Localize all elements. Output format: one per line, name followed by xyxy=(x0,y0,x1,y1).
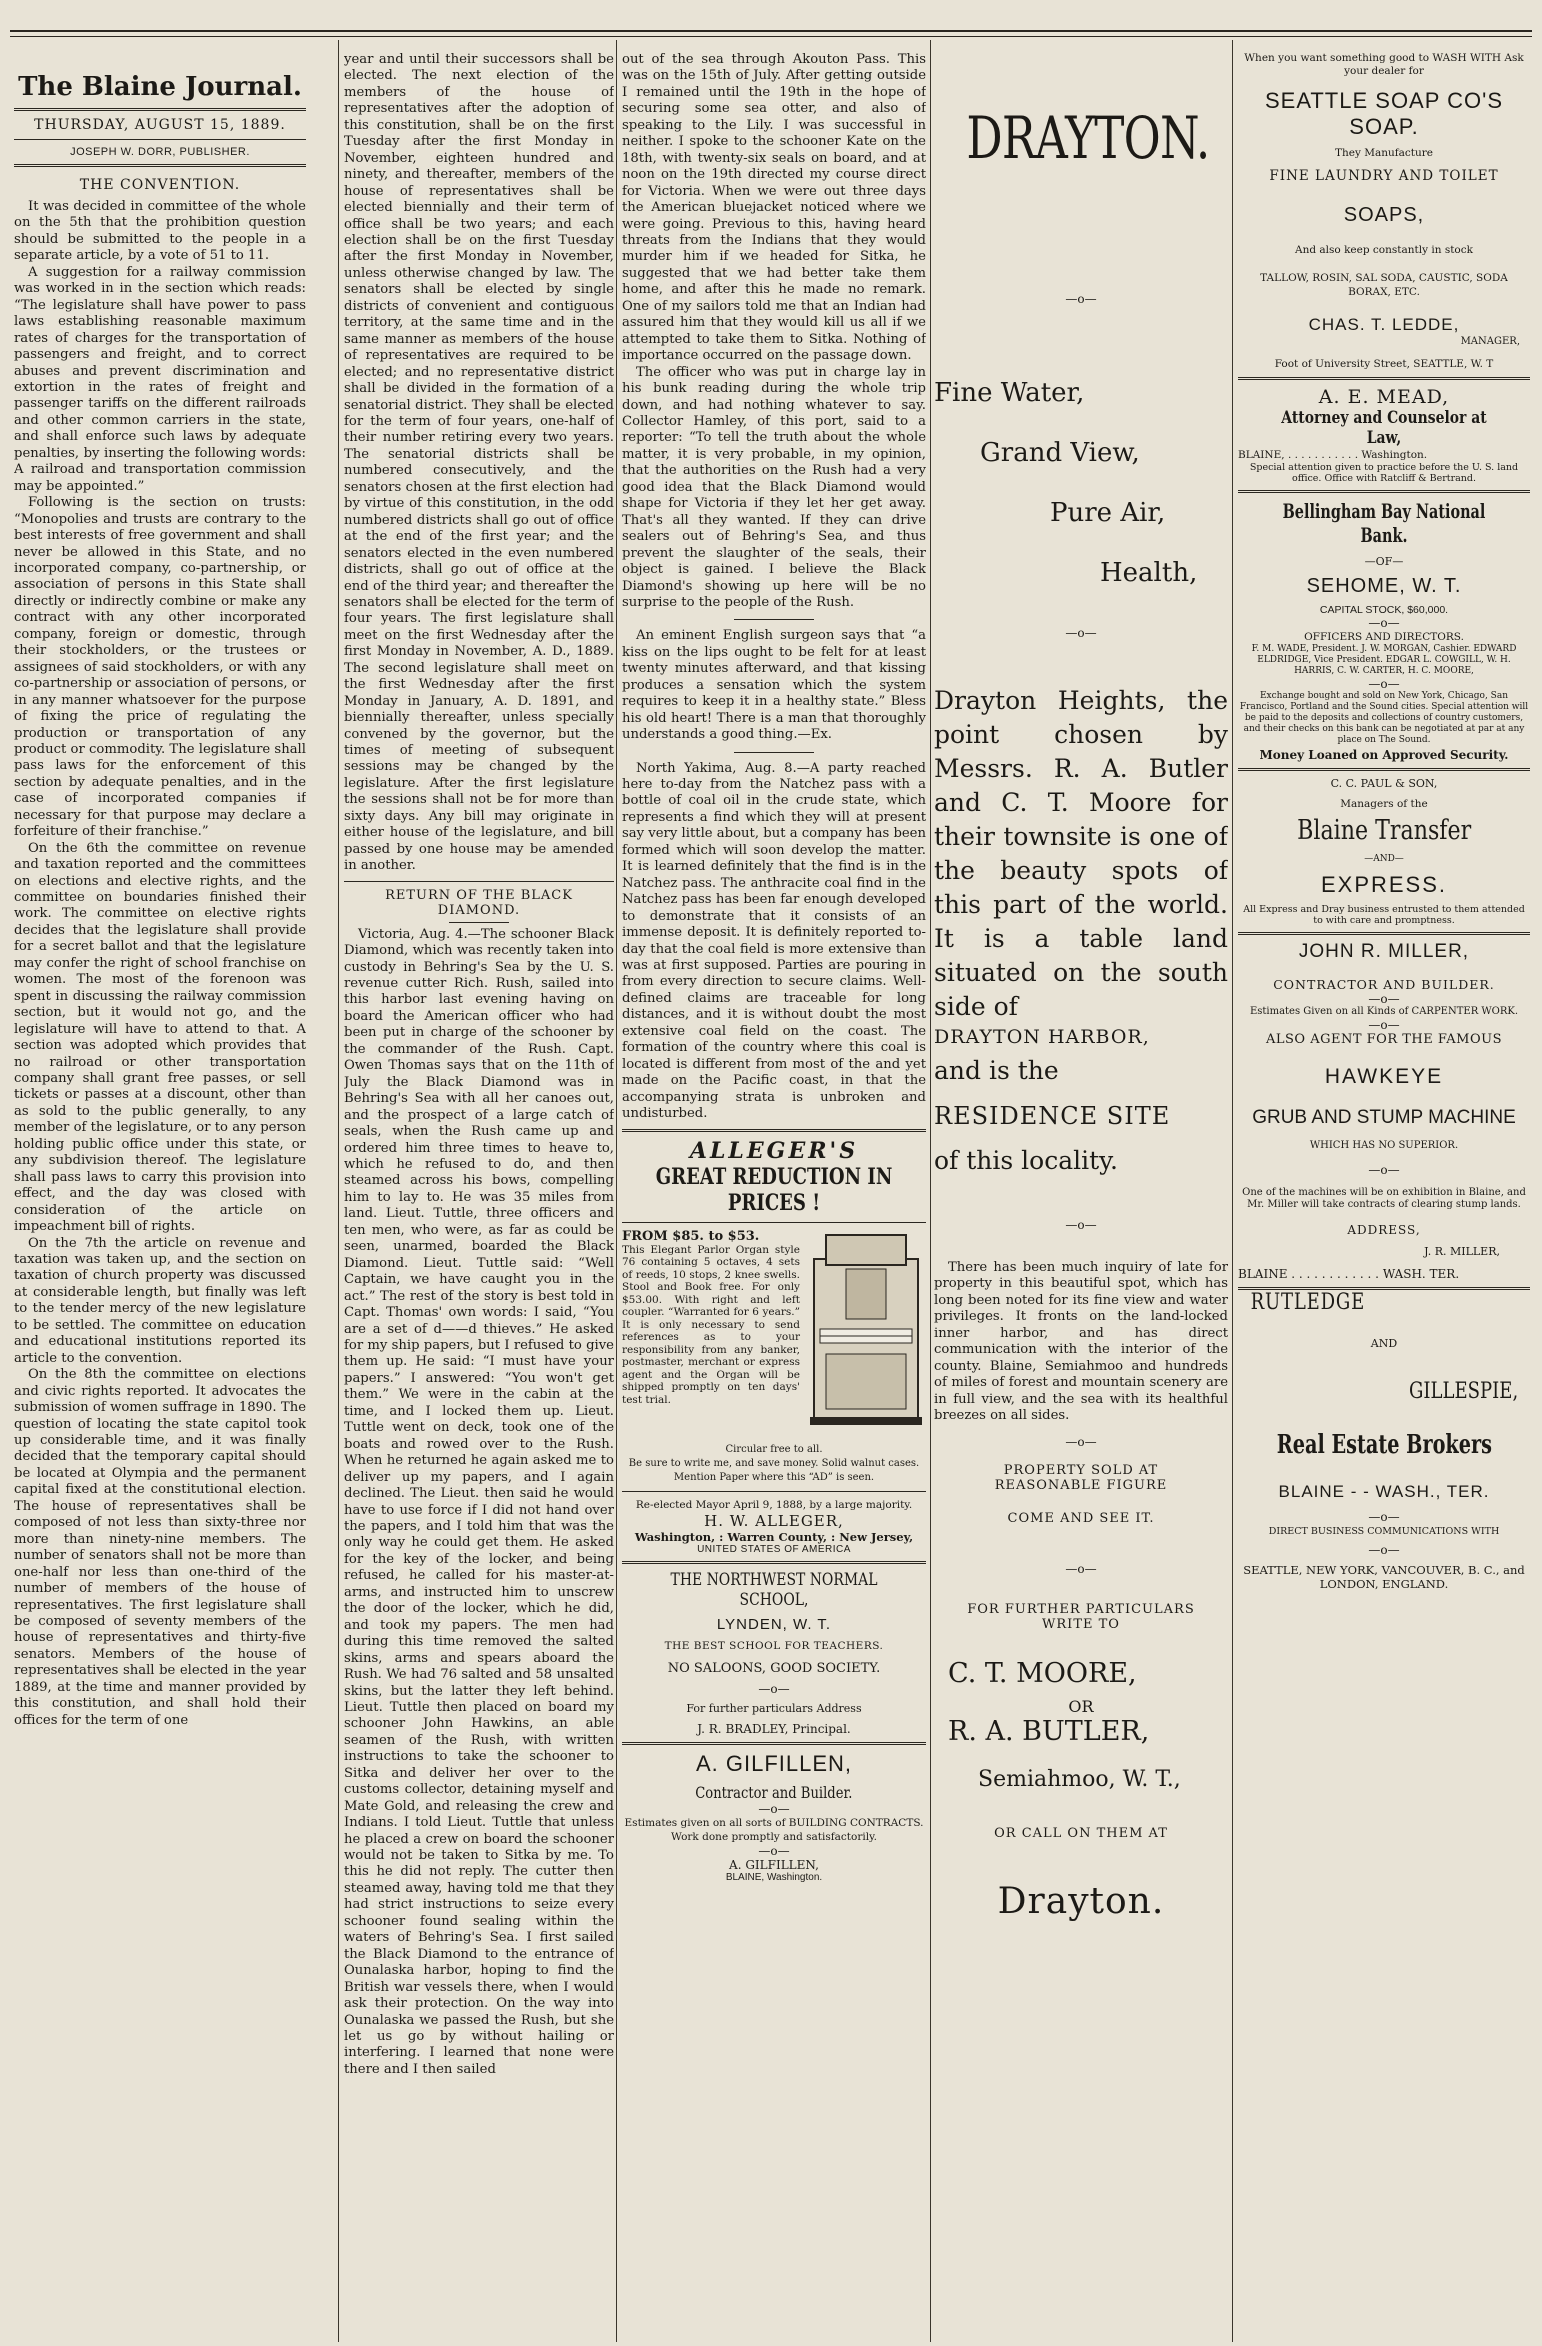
miller-agent: ALSO AGENT FOR THE FAMOUS xyxy=(1266,1032,1502,1047)
miller-trade: CONTRACTOR AND BUILDER. xyxy=(1273,977,1495,992)
normal-school-ad xyxy=(622,1561,926,1736)
transfer-and: —AND— xyxy=(1364,854,1404,864)
divider: —o— xyxy=(758,1843,790,1858)
drayton-come: COME AND SEE IT. xyxy=(1007,1510,1155,1526)
divider: —o— xyxy=(1368,1510,1400,1524)
bank-of: —OF— xyxy=(1364,555,1404,568)
drayton-title: DRAYTON. xyxy=(966,104,1210,172)
miller-signature: J. R. MILLER, xyxy=(1424,1245,1500,1258)
normal-school-addr: For further particulars Address xyxy=(686,1701,862,1715)
rutledge-name2: GILLESPIE, xyxy=(1408,1379,1519,1404)
bank-capital: CAPITAL STOCK, $60,000. xyxy=(1319,604,1449,616)
divider: —o— xyxy=(1065,1218,1097,1232)
article-paragraph: Following is the section on trusts: “Monopolies and trusts are contrary to the best interests of free government and shall never be allowed in this State, and no incorporated company, co-partnership, or association of persons in this State shall directly or indirectly combine or make any contract with any other incorporated company, foreign or domestic, through their stockholders, or the trustees or assignees of said stockholders, or with any co-partnership or association of persons, or in any manner whatsoever for the purpose of fixing the price of regulating the production or transportation of any product or commodity. The legislature shall pass laws for the enforcement of this section by adequate penalties, and in the case of incorporated companies if necessary for that purpose may declare a forfeiture of their franchise.” xyxy=(14,495,306,840)
divider: —o— xyxy=(1368,1163,1400,1177)
miller-hawkeye: HAWKEYE xyxy=(1324,1065,1444,1088)
drayton-call: OR CALL ON THEM AT xyxy=(994,1825,1168,1841)
miller-est: Estimates Given on all Kinds of CARPENTER WORK. xyxy=(1249,1006,1519,1017)
mead-title: Attorney and Counselor at Law, xyxy=(1281,408,1487,448)
article-paragraph: On the 6th the committee on revenue and taxation reported and the committees on elections and elective rights, and the committee on boundaries finished their work. The committee on elective rights decides that the legislature shall provide for a secret ballot and that the legislature may confer the right of school franchise on women. The most of the forenoon was spent in discussing the railway commission section, but it would not go, and the legislature will have to attend to that. A section was adopted which provides that no railroad or other transportation company shall grant free passes, or sell tickets or passes at a discount, other than as sold to the public generally, to any member of the legislature, or to any person holding public office under this state, or any subdivision thereof. The legislature shall pass laws to carry this provision into effect, and the day was closed with consideration of the article on impeachment bill of rights. xyxy=(14,840,306,1235)
gilfillen-ad xyxy=(622,1742,926,1883)
rule xyxy=(344,881,614,882)
bank-exchange: Exchange bought and sold on New York, Chicago, San Francisco, Portland and the Sound cities. Special attention will be paid to the deposits and collections of country customers, and their checks on this bank can be negotiated at par at any place on The Sound. xyxy=(1239,691,1529,745)
transfer-ad xyxy=(1238,768,1530,926)
bank-list: F. M. WADE, President. J. W. MORGAN, Cashier. EDWARD ELDRIDGE, Vice President. EDGAR L. COWGILL, W. H. HARRIS, C. W. CARTER, H. C. MOORE, xyxy=(1251,644,1517,676)
normal-school-title: THE NORTHWEST NORMAL SCHOOL, xyxy=(670,1569,878,1610)
transfer-name: Blaine Transfer xyxy=(1296,815,1472,846)
alleger-signature: H. W. ALLEGER, xyxy=(704,1511,844,1530)
feature-water: Fine Water, xyxy=(934,378,1085,408)
bank-officers: OFFICERS AND DIRECTORS. xyxy=(1304,631,1464,643)
column-rule xyxy=(616,40,617,2342)
divider: —o— xyxy=(1368,616,1400,630)
drayton-body: There has been much inquiry of late for property in this beautiful spot, which has long been noted for its fine view and water privileges. It fronts on the land-locked inner harbor, and has direct communication with the interior of the county. Blaine, Semiahmoo and hundreds of miles of forest and mountain scenery are in full view, and the sea with its healthful breezes on all sides. xyxy=(934,1260,1228,1424)
divider: —o— xyxy=(758,1801,790,1816)
alleger-circular: Circular free to all. xyxy=(725,1443,823,1455)
top-rule-thin xyxy=(10,36,1532,37)
alleger-body: This Elegant Parlor Organ style 76 containing 5 octaves, 4 sets of reeds, 10 stops, 2 knee swells. Stool and Book free. For only $53.00. With right and left coupler. “Warranted for 6 years.” It is only necessary to send references as to your responsibility from any banker, postmaster, merchant or express agent and the Organ will be shipped promptly on ten days' test trial. xyxy=(622,1243,800,1406)
article-paragraph: North Yakima, Aug. 8.—A party reached here to-day from the Natchez pass with a bottle of coal oil in the crude state, which represents a find which they will at present say very little about, but a company has been formed which will soon develop the matter. It is learned definitely that the find is in the Natchez pass. The anthracite coal find in the Natchez pass has been far enough developed to demonstrate that it consists of an immense deposit. It is definitely reported to-day that the coal field is more extensive than was at first supposed. Parties are pouring in from every direction to secure claims. Well-defined claims are traceable for long distances, and it is without doubt the most extensive coal field on the coast. The formation of the country where this coal is located is different from most of the and yet made on the Pacific coast, in that the accompanying strata is unbroken and undisturbed. xyxy=(622,760,926,1122)
article-paragraph: On the 8th the committee on elections and civic rights reported. It advocates the submission of women suffrage in 1890. The question of locating the state capitol took up considerable time, and it was finally decided that the temporary capital should be located at Olympia and the permanent capital fixed at the constitutional election. The house of representatives shall be composed of not less than sixty-three nor more than ninety-nine members. The number of senators shall not be more than one-half nor less than one-third of the number of members of the house of representatives. The first legislature shall be composed of seventy members of the house of representatives and thirty-five senators. Members of the house of representatives shall be elected in the year 1889, at the time and manner provided by this constitution, and shall hold their offices for the term of one xyxy=(14,1367,306,1728)
miller-ad xyxy=(1238,932,1530,1281)
rutledge-place: BLAINE - - WASH., TER. xyxy=(1278,1482,1490,1501)
drayton-moore: C. T. MOORE, xyxy=(948,1657,1137,1689)
bank-ad xyxy=(1238,490,1530,762)
divider: —o— xyxy=(1368,992,1400,1006)
drayton-semiahmoo: Semiahmoo, W. T., xyxy=(978,1766,1181,1792)
miller-name: JOHN R. MILLER, xyxy=(1298,941,1470,962)
soap-manager-title: MANAGER, xyxy=(1460,336,1520,347)
divider: —o— xyxy=(758,1681,790,1696)
article-heading: RETURN OF THE BLACK DIAMOND. xyxy=(385,887,573,918)
miller-which: WHICH HAS NO SUPERIOR. xyxy=(1309,1140,1459,1151)
alleger-name: ALLEGER'S xyxy=(689,1137,859,1164)
miller-address: ADDRESS, xyxy=(1347,1223,1421,1237)
bank-place: SEHOME, W. T. xyxy=(1306,575,1462,597)
column-5 xyxy=(1238,52,1530,2338)
article-paragraph: Victoria, Aug. 4.—The schooner Black Diamond, which was recently taken into custody in Behring's Sea by the U. S. revenue cutter Rich. Rush, sailed into this harbor last evening having on board the American officer who had been put in charge of the schooner by the commander of the Rush. Capt. Owen Thomas says that on the 11th of July the Black Diamond was in Behring's Sea with all her canoes out, and the prospect of a large catch of seals, when the Rush came up and ordered him three times to heave to, which he refused to do, and then steamed across his bows, compelling him to lay to. He was 35 miles from land. Lieut. Tuttle, three officers and ten men, who were, as far as could be seen, unarmed, boarded the Black Diamond. Lieut. Tuttle said: “Well Captain, we have caught you in the act.” The rest of the story is best told in Capt. Thomas' own words: I said, “You are a set of d——d thieves.” He asked for my ship papers, but I refused to give them up. He said: “I must have your papers.” I answered: “You won't get them.” We were in the cabin at the time, and I locked them up. Lieut. Tuttle went on deck, took one of the boats and rowed over to the Rush. When he returned he again asked me to deliver up my papers, and I again declined. The Lieut. then said he would have to use force if I did not hand over the papers, and I told him that was the only way he could get them. He asked for the key of the locker, and being refused, he called for his master-at-arms, and instructed him to unscrew the door of the locker, which he did, and took my papers. The men had during this time removed the salted skins, arms and spears aboard the Rush. We had 76 salted and 58 unsalted skins, but the latter they left behind. Lieut. Tuttle then placed on board my schooner John Hawkins, an able seamen of the Rush, with written instructions to take the schooner to Sitka and deliver her over to the customs collector, detaining myself and Mate Gold, and releasing the crew and Indians. I told Lieut. Tuttle that unless he placed a crew on board the schooner would not be taken to Sitka by me. To this he did not reply. The cutter then steamed away, having told me that they had strict instructions to seize every schooner found sealing within the waters of Behring's Sea. I first sailed the Black Diamond to the entrance of Ounalaska harbor, hoping to find the British war vessels there, when I would ask their protection. On the way into Ounalaska we passed the Rush, but she let us go by without hailing or interfering. I learned that none were there and I then sailed xyxy=(344,926,614,2077)
drayton-harbor: DRAYTON HARBOR, xyxy=(934,1026,1150,1048)
gilfillen-trade: Contractor and Builder. xyxy=(695,1782,853,1802)
alleger-headline: GREAT REDUCTION IN PRICES ! xyxy=(655,1163,893,1216)
column-4 xyxy=(934,52,1228,2338)
article-heading: THE CONVENTION. xyxy=(79,177,241,193)
soap-soaps: SOAPS, xyxy=(1343,204,1425,226)
feature-air: Pure Air, xyxy=(1050,498,1166,528)
article-paragraph: An eminent English surgeon says that “a kiss on the lips ought to be felt for at least twenty minutes afterward, and that kissing produces a sensation which the system requires to keep it in a healthy state.” Bless his old heart! There is a man that thoroughly understands a good thing.—Ex. xyxy=(622,628,926,743)
article-paragraph: year and until their successors shall be elected. The next election of the members of the house of representatives after the adoption of this constitution, shall be on the first Tuesday after the first Monday in November, eighteen hundred and ninety, and thereafter, members of the house of representatives shall be elected biennially and their term of office shall be two years; and each election shall be on the first Tuesday after the first Monday in November, unless otherwise changed by law. The senators shall be elected by single districts of convenient and contiguous territory, at the same time and in the same manner as members of the house of representatives are required to be elected; and no representative district shall be divided in the formation of a senatorial district. They shall be elected for the term of four years, one-half of their number retiring every two years. The senatorial districts shall be numbered consecutively, and the senators chosen at the first election had by virtue of this constitution, in the odd numbered districts shall go out of office at the end of the first year; and the senators elected in the even numbered districts, shall go out of office at the end of the third year; and thereafter the senators shall be elected for the term of four years. The first legislature shall meet on the first Wednesday after the first Monday in November, A. D., 1889. The second legislature shall meet on the first Wednesday after the first Monday in January, A. D. 1891, and biennially thereafter, unless specially convened by the governor, but the times of meeting of subsequent sessions may be changed by the legislature. After the first legislature the sessions shall not be for more than sixty days. Any bill may originate in either house of the legislature, and bill passed by one house may be amended in another. xyxy=(344,52,614,874)
feature-view: Grand View, xyxy=(980,438,1140,468)
drayton-lead: Drayton Heights, the point chosen by Messrs. R. A. Butler and C. T. Moore for their townsite is one of the beauty spots of this part of the world. It is a table land situated on the south side of xyxy=(934,686,1228,1021)
mead-note: Special attention given to practice before the U. S. land office. Office with Ratcliff & Bertrand. xyxy=(1249,462,1519,484)
rule xyxy=(14,139,306,140)
column-rule xyxy=(1232,40,1233,2342)
rutledge-ad xyxy=(1238,1287,1530,1591)
gilfillen-note: Estimates given on all sorts of BUILDING CONTRACTS. Work done promptly and satisfactorily. xyxy=(624,1816,924,1843)
drayton-or: OR xyxy=(1068,1696,1094,1716)
divider: —o— xyxy=(1368,1543,1400,1557)
drayton-residence: RESIDENCE SITE xyxy=(934,1102,1171,1130)
divider: —o— xyxy=(1065,626,1097,640)
rutledge-and: AND xyxy=(1370,1337,1398,1350)
alleger-place: Washington, : Warren County, : New Jersey, xyxy=(634,1529,914,1544)
drayton-locality: of this locality. xyxy=(934,1146,1118,1175)
article-paragraph: It was decided in committee of the whole on the 5th that the prohibition question should be submitted to the people in a separate article, by a vote of 51 to 11. xyxy=(14,199,306,264)
masthead-publisher: JOSEPH W. DORR, PUBLISHER. xyxy=(70,146,250,158)
drayton-andis: and is the xyxy=(934,1056,1059,1085)
rutledge-name1: RUTLEDGE xyxy=(1250,1290,1366,1315)
divider: —o— xyxy=(1065,1434,1097,1449)
transfer-managers: Managers of the xyxy=(1340,798,1428,810)
rule xyxy=(622,1491,926,1492)
rutledge-cities: SEATTLE, NEW YORK, VANCOUVER, B. C., and LONDON, ENGLAND. xyxy=(1243,1563,1525,1591)
normal-school-no: NO SALOONS, GOOD SOCIETY. xyxy=(667,1660,881,1676)
alleger-mention: Mention Paper where this “AD” is seen. xyxy=(673,1471,875,1483)
gilfillen-signature: A. GILFILLEN, xyxy=(729,1857,819,1872)
divider: —o— xyxy=(1368,1018,1400,1032)
alleger-price: FROM $85. to $53. xyxy=(622,1228,760,1244)
rule xyxy=(449,922,509,923)
article-paragraph: out of the sea through Akouton Pass. This was on the 15th of July. After getting outside I remained until the 19th in the hope of securing some sea otter, and also of speaking to the Lily. I was successful in neither. I spoke to the schooner Kate on the 18th, with twenty-six seals on board, and at noon on the 19th directed my course direct for Victoria. When we were out three days the American bluejacket noticed where we were going. Previous to this, having heard threats from the Indians that they would murder him if we headed for Sitka, he suggested that we had better take them home, and after this he made no remark. One of my sailors told me that an Indian had assured him that they would kill us all if we attempted to take them to Sitka. Nothing of importance occurred on the passage down. xyxy=(622,52,926,364)
article-paragraph: On the 7th the article on revenue and taxation was taken up, and the section on taxation of church property was discussed at considerable length, but finally was left to the tender mercy of the new legislature to be settled. The committee on education and educational institutions reported its article to the convention. xyxy=(14,1235,306,1366)
article-paragraph: A suggestion for a railway commission was worked in in the section which reads: “The legislature shall have power to pass laws establishing reasonable maximum rates of charges for the transportation of passengers and freight, and to correct abuses and prevent discrimination and extortion in the rates of freight and passenger tariffs on the different railroads and other common carriers in the state, and shall enforce such laws by adequate penalties, by inserting the following words: A railroad and transportation commission may be appointed.” xyxy=(14,264,306,494)
divider: —o— xyxy=(1065,1561,1097,1576)
column-rule xyxy=(930,40,931,2342)
soap-intro: When you want something good to WASH WITH Ask your dealer for xyxy=(1244,52,1524,77)
soap-manager: CHAS. T. LEDDE, xyxy=(1308,315,1460,334)
column-3 xyxy=(622,52,926,2338)
soap-stock: TALLOW, ROSIN, SAL SODA, CAUSTIC, SODA BORAX, ETC. xyxy=(1260,272,1508,298)
mead-ad xyxy=(1238,377,1530,484)
drayton-footer: Drayton. xyxy=(997,1880,1165,1922)
mead-name: A. E. MEAD, xyxy=(1318,386,1450,408)
soap-they: They Manufacture xyxy=(1334,147,1434,159)
alleger-reelected: Re-elected Mayor April 9, 1888, by a large majority. xyxy=(635,1498,913,1511)
column-2 xyxy=(344,52,614,2338)
miller-grub: GRUB AND STUMP MACHINE xyxy=(1252,1107,1516,1128)
divider: —o— xyxy=(1368,677,1400,691)
article-paragraph: The officer who was put in charge lay in his bunk reading during the whole trip down, and had nothing whatever to say. Collector Hamley, of this port, said to a reporter: “To tell the truth about the whole matter, it is very probable, in my opinion, that the authorities on the Rush had a very good idea that the Black Diamond would shape for Victoria if they let her get away. That's all they wanted. If they can drive sealers out of Behring's Sea, and thus prevent the slaughter of the seals, their object is gained. I believe the Black Diamond's showing up here will be no surprise to the people of the Rush. xyxy=(622,364,926,610)
gilfillen-place: BLAINE, Washington. xyxy=(725,1871,823,1883)
divider: —o— xyxy=(1065,292,1097,306)
miller-exhibit: One of the machines will be on exhibition in Blaine, and Mr. Miller will take contracts of clearing stump lands. xyxy=(1242,1187,1526,1210)
alleger-ad xyxy=(622,1129,926,1555)
alleger-country: UNITED STATES OF AMERICA xyxy=(697,1543,851,1555)
transfer-express: EXPRESS. xyxy=(1320,872,1448,897)
soap-foot: Foot of University Street, SEATTLE, W. T xyxy=(1274,358,1494,370)
soap-name: SEATTLE SOAP CO'S SOAP. xyxy=(1264,88,1503,139)
rutledge-title: Real Estate Brokers xyxy=(1276,1430,1492,1460)
soap-also: And also keep constantly in stock xyxy=(1295,244,1473,256)
masthead-title: The Blaine Journal. xyxy=(18,72,302,102)
normal-school-best: THE BEST SCHOOL FOR TEACHERS. xyxy=(664,1639,884,1652)
column-rule xyxy=(338,40,339,2342)
drayton-further: FOR FURTHER PARTICULARS WRITE TO xyxy=(967,1601,1195,1632)
rule xyxy=(734,619,814,620)
drayton-sold: PROPERTY SOLD AT REASONABLE FIGURE xyxy=(994,1462,1168,1493)
rule xyxy=(14,164,306,167)
drayton-butler: R. A. BUTLER, xyxy=(948,1715,1150,1747)
normal-school-place: LYNDEN, W. T. xyxy=(716,1615,832,1633)
rule xyxy=(734,752,814,753)
rule xyxy=(622,1222,926,1223)
miller-place: BLAINE . . . . . . . . . . . . WASH. TER. xyxy=(1238,1267,1460,1281)
gilfillen-name: A. GILFILLEN, xyxy=(695,1750,853,1776)
column-1 xyxy=(14,40,306,2338)
top-rule xyxy=(10,30,1532,32)
feature-health: Health, xyxy=(1100,558,1198,588)
masthead-rule xyxy=(14,108,306,111)
mead-place: BLAINE, . . . . . . . . . . . Washington. xyxy=(1238,449,1428,461)
rutledge-direct: DIRECT BUSINESS COMMUNICATIONS WITH xyxy=(1268,1526,1500,1537)
organ-illustration xyxy=(806,1229,926,1439)
soap-fine: FINE LAUNDRY AND TOILET xyxy=(1269,168,1499,184)
alleger-write: Be sure to write me, and save money. Solid walnut cases. xyxy=(628,1457,920,1469)
normal-school-principal: J. R. BRADLEY, Principal. xyxy=(697,1721,851,1736)
transfer-owner: C. C. PAUL & SON, xyxy=(1330,777,1438,790)
bank-name: Bellingham Bay National Bank. xyxy=(1282,499,1486,547)
bank-money: Money Loaned on Approved Security. xyxy=(1259,748,1509,762)
drayton-features xyxy=(934,376,1228,590)
masthead-date: THURSDAY, AUGUST 15, 1889. xyxy=(34,117,286,133)
transfer-note: All Express and Dray business entrusted to them attended to with care and promptness. xyxy=(1243,904,1525,926)
